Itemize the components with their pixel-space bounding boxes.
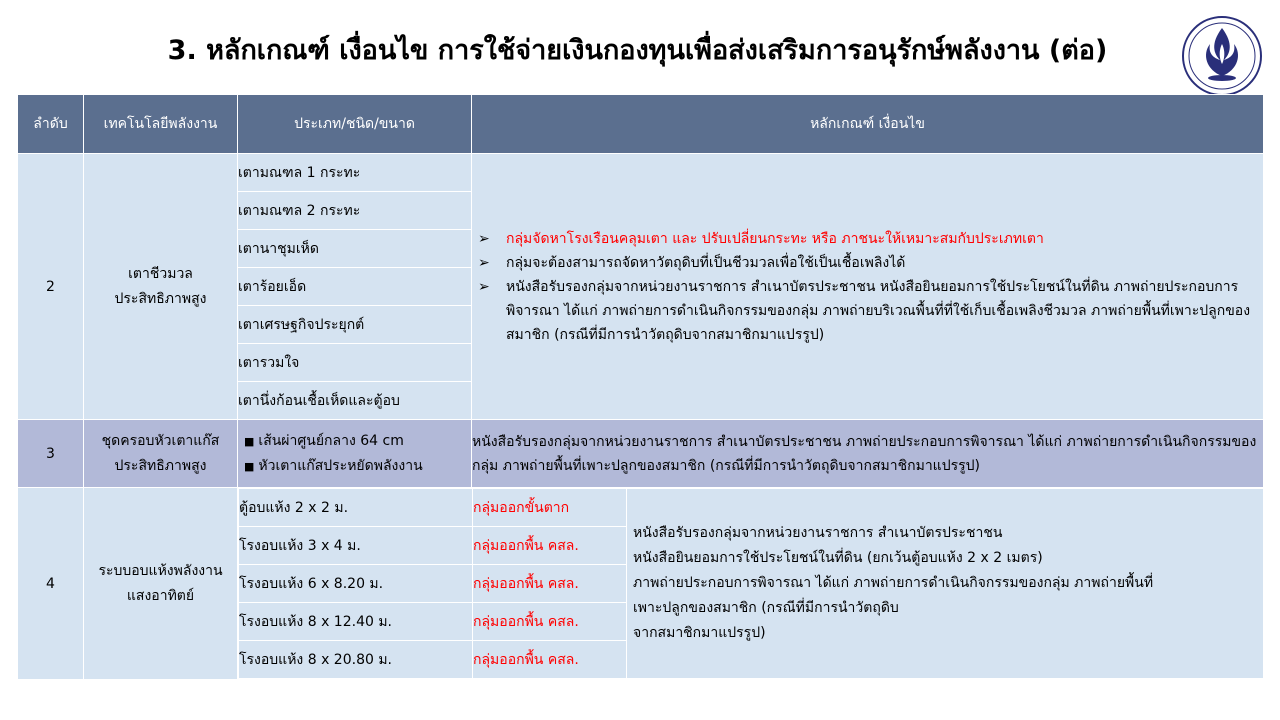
row2-criteria-list bbox=[472, 227, 1263, 347]
row4-cost: กลุ่มออกขั้นตาก bbox=[473, 489, 627, 527]
list-item: ■ หัวเตาแก๊สประหยัดพลังงาน bbox=[244, 457, 423, 474]
header-type: ประเภท/ชนิด/ขนาด bbox=[238, 95, 472, 154]
row4-criteria-line: เพาะปลูกของสมาชิก (กรณีที่มีการนำวัตถุดิบ bbox=[633, 600, 899, 616]
row2-type: เตาเศรษฐกิจประยุกต์ bbox=[238, 306, 472, 344]
table-row bbox=[18, 488, 1264, 680]
table-row bbox=[18, 154, 1264, 192]
row2-type: เตานาชุมเห็ด bbox=[238, 230, 472, 268]
header-no: ลำดับ bbox=[18, 95, 84, 154]
arrowhead-bullet-icon: ➢ bbox=[478, 254, 490, 271]
row4-criteria bbox=[627, 489, 1265, 679]
row4-type: โรงอบแห้ง 3 x 4 ม. bbox=[239, 527, 473, 565]
row4-cost: กลุ่มออกพื้น คสล. bbox=[473, 603, 627, 641]
row4-criteria-line: หนังสือยินยอมการใช้ประโยชน์ในที่ดิน (ยกเว้นตู้อบแห้ง 2 x 2 เมตร) bbox=[633, 550, 1043, 566]
row3-types bbox=[238, 420, 472, 488]
table-row bbox=[18, 420, 1264, 488]
header-criteria: หลักเกณฑ์ เงื่อนไข bbox=[472, 95, 1264, 154]
row4-cost: กลุ่มออกพื้น คสล. bbox=[473, 527, 627, 565]
list-item: ➢ หนังสือรับรองกลุ่มจากหน่วยงานราชการ สำเนาบัตรประชาชน หนังสือยินยอมการใช้ประโยชน์ในที่ดิน ภาพถ่ายประกอบการพิจารณา ได้แก่ ภาพถ่ายการดำเนินกิจกรรมของกลุ่ม ภาพถ่ายบริเวณพื้นที่ที่ใช้เก็บเชื้อเพลิงชีวมวล ภาพถ่ายพื้นที่เพาะปลูกของสมาชิก (กรณีที่มีการนำวัตถุดิบจากสมาชิกมาแปรรูป) bbox=[472, 275, 1263, 347]
row4-type: โรงอบแห้ง 6 x 8.20 ม. bbox=[239, 565, 473, 603]
row3-tech-line1: ชุดครอบหัวเตาแก๊ส bbox=[101, 432, 220, 449]
row4-technology bbox=[84, 488, 238, 680]
row4-tech-line1: ระบบอบแห้งพลังงาน bbox=[98, 562, 223, 579]
row3-criteria: หนังสือรับรองกลุ่มจากหน่วยงานราชการ สำเนาบัตรประชาชน ภาพถ่ายประกอบการพิจารณา ได้แก่ ภาพถ่ายการดำเนินกิจกรรมของกลุ่ม ภาพถ่ายพื้นที่เพาะปลูกของสมาชิก (กรณีที่มีการนำวัตถุดิบจากสมาชิกมาแปรรูป) bbox=[472, 420, 1264, 488]
square-bullet-icon: ■ bbox=[244, 459, 255, 473]
row4-no: 4 bbox=[18, 488, 84, 680]
row3-no: 3 bbox=[18, 420, 84, 488]
row4-subtable bbox=[238, 488, 1265, 679]
row2-type: เตานึ่งก้อนเชื้อเห็ดและตู้อบ bbox=[238, 382, 472, 420]
list-item: ■ เส้นผ่าศูนย์กลาง 64 cm bbox=[244, 432, 404, 449]
row2-type: เตาร้อยเอ็ด bbox=[238, 268, 472, 306]
row4-type: โรงอบแห้ง 8 x 12.40 ม. bbox=[239, 603, 473, 641]
row2-type: เตามณฑล 2 กระทะ bbox=[238, 192, 472, 230]
row4-tech-line2: แสงอาทิตย์ bbox=[126, 587, 195, 604]
row2-type: เตารวมใจ bbox=[238, 344, 472, 382]
row4-cost: กลุ่มออกพื้น คสล. bbox=[473, 565, 627, 603]
row4-type: โรงอบแห้ง 8 x 20.80 ม. bbox=[239, 641, 473, 679]
square-bullet-icon: ■ bbox=[244, 434, 255, 448]
row2-type: เตามณฑล 1 กระทะ bbox=[238, 154, 472, 192]
row2-criteria bbox=[472, 154, 1264, 420]
header-technology: เทคโนโลยีพลังงาน bbox=[84, 95, 238, 154]
table-header-row bbox=[18, 95, 1264, 154]
row4-criteria-line: หนังสือรับรองกลุ่มจากหน่วยงานราชการ สำเนาบัตรประชาชน bbox=[633, 525, 1003, 541]
arrowhead-bullet-icon: ➢ bbox=[478, 230, 490, 247]
arrowhead-bullet-icon: ➢ bbox=[478, 278, 490, 295]
row4-type: ตู้อบแห้ง 2 x 2 ม. bbox=[239, 489, 473, 527]
table-row bbox=[239, 489, 1265, 527]
row2-tech-line1: เตาชีวมวล bbox=[128, 265, 193, 282]
flame-emblem-logo bbox=[1180, 14, 1264, 98]
page-title: 3. หลักเกณฑ์ เงื่อนไข การใช้จ่ายเงินกองทุนเพื่อส่งเสริมการอนุรักษ์พลังงาน (ต่อ) bbox=[167, 35, 1108, 66]
row3-tech-line2: ประสิทธิภาพสูง bbox=[114, 457, 207, 474]
row3-technology bbox=[84, 420, 238, 488]
criteria-table bbox=[17, 94, 1264, 680]
row4-criteria-line: จากสมาชิกมาแปรรูป) bbox=[633, 625, 766, 641]
list-item: ➢ กลุ่มจะต้องสามารถจัดหาวัตถุดิบที่เป็นชีวมวลเพื่อใช้เป็นเชื้อเพลิงได้ bbox=[472, 251, 1263, 275]
list-item: ➢ กลุ่มจัดหาโรงเรือนคลุมเตา และ ปรับเปลี่ยนกระทะ หรือ ภาชนะให้เหมาะสมกับประเภทเตา bbox=[472, 227, 1263, 251]
row4-details bbox=[238, 488, 1264, 680]
row4-criteria-line: ภาพถ่ายประกอบการพิจารณา ได้แก่ ภาพถ่ายการดำเนินกิจกรรมของกลุ่ม ภาพถ่ายพื้นที่ bbox=[633, 575, 1154, 591]
row4-cost: กลุ่มออกพื้น คสล. bbox=[473, 641, 627, 679]
row2-technology bbox=[84, 154, 238, 420]
row2-no: 2 bbox=[18, 154, 84, 420]
row2-tech-line2: ประสิทธิภาพสูง bbox=[114, 290, 207, 307]
